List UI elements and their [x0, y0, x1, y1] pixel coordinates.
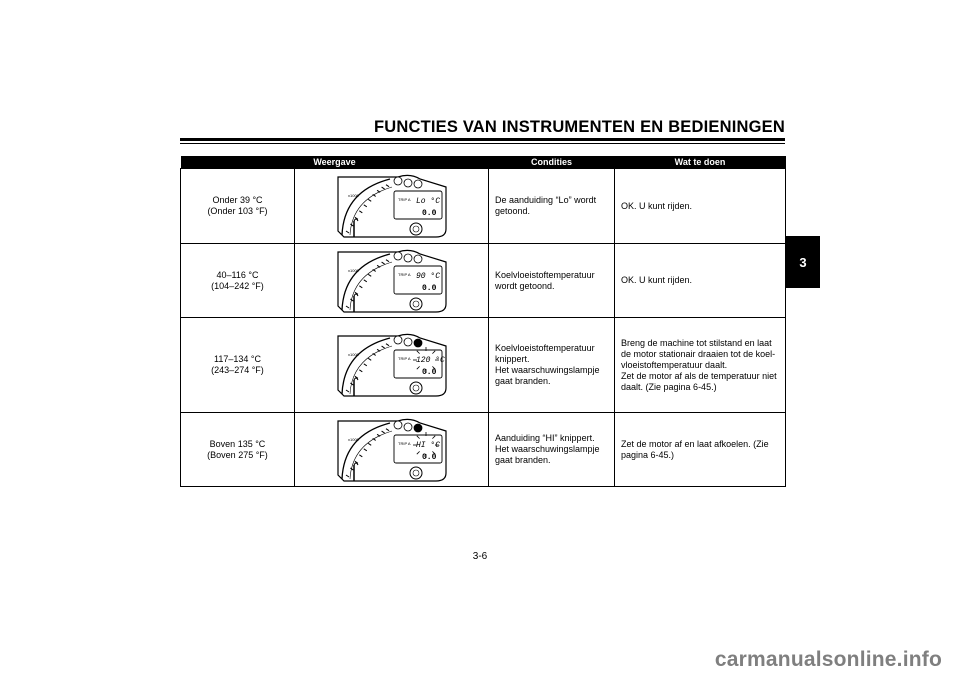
instrument-cluster-illustration — [336, 415, 448, 485]
condition-line: Het waarschuwingslampje — [495, 444, 600, 454]
table-row — [181, 169, 786, 244]
temperature-celsius: Boven 135 °C — [209, 438, 266, 449]
svg-text:HI °C: HI °C — [415, 440, 440, 450]
condition-line: gaat branden. — [495, 376, 551, 386]
svg-text:TRIP A: TRIP A — [397, 197, 411, 202]
temperature-fahrenheit: (243–274 °F) — [211, 365, 264, 375]
table-header-row — [181, 156, 786, 169]
instrument-cluster-illustration — [336, 171, 448, 241]
svg-text:TRIP A: TRIP A — [397, 440, 411, 446]
svg-text:90 °C: 90 °C — [415, 271, 440, 281]
table-row — [181, 318, 786, 413]
condition-cell — [489, 169, 615, 244]
action-line: pagina 6-45.) — [621, 449, 675, 460]
condition-line: knippert. — [495, 354, 530, 364]
temperature-celsius: 40–116 °C — [216, 269, 259, 280]
action-line: OK. U kunt rijden. — [621, 200, 693, 211]
condition-line: getoond. — [495, 206, 531, 216]
svg-text:x1000: x1000 — [347, 193, 359, 198]
svg-text:0.0: 0.0 — [421, 368, 436, 377]
svg-text:Lo °C: Lo °C — [415, 197, 440, 206]
svg-text:x1000: x1000 — [347, 436, 359, 442]
temperature-range-cell — [181, 169, 295, 244]
svg-text:0.0: 0.0 — [421, 209, 436, 218]
condition-line: De aanduiding “Lo” wordt — [495, 195, 597, 205]
svg-text:x1000: x1000 — [347, 352, 359, 357]
svg-text:x1000: x1000 — [347, 267, 359, 273]
page-title: FUNCTIES VAN INSTRUMENTEN EN BEDIENINGEN — [373, 118, 785, 136]
svg-text:TRIP A: TRIP A — [397, 356, 411, 361]
condition-cell — [489, 413, 615, 487]
action-line: Breng de machine tot stilstand en laat — [621, 337, 772, 348]
display-illustration-cell — [295, 169, 489, 244]
instrument-cluster-illustration — [336, 330, 448, 400]
chapter-tab[interactable]: 3 — [786, 236, 820, 288]
svg-text:120 °C: 120 °C — [415, 356, 445, 365]
temperature-range-cell — [181, 318, 295, 413]
condition-cell — [489, 244, 615, 318]
instrument-cluster-illustration — [336, 246, 448, 316]
page-number: 3-6 — [472, 551, 488, 562]
temperature-range-cell — [181, 413, 295, 487]
svg-text:TRIP A: TRIP A — [397, 271, 411, 277]
action-cell — [615, 244, 786, 318]
action-line: OK. U kunt rijden. — [621, 275, 693, 285]
svg-text:0.0: 0.0 — [421, 283, 436, 293]
column-header-condities: Condities — [489, 156, 615, 169]
condition-line: Koelvloeistoftemperatuur — [495, 343, 595, 353]
condition-line: Het waarschuwingslampje — [495, 365, 600, 375]
condition-cell — [489, 318, 615, 413]
condition-line: Aanduiding “HI” knippert. — [495, 433, 595, 443]
table-row — [181, 244, 786, 318]
temperature-fahrenheit: (Boven 275 °F) — [207, 449, 268, 460]
coolant-temperature-table — [180, 156, 786, 487]
temperature-celsius: Onder 39 °C — [212, 195, 263, 205]
condition-line: Koelvloeistoftemperatuur — [495, 269, 595, 280]
action-line: Zet de motor af en laat afkoelen. (Zie — [621, 438, 769, 449]
temperature-celsius: 117–134 °C — [214, 354, 261, 364]
action-line: daalt. (Zie pagina 6-45.) — [621, 381, 717, 392]
table-row — [181, 413, 786, 487]
action-cell — [615, 169, 786, 244]
watermark: carmanualsonline.info — [714, 648, 942, 671]
condition-line: gaat branden. — [495, 455, 551, 465]
title-rule-thin — [180, 143, 785, 144]
action-line: de motor stationair draaien tot de koel- — [621, 348, 776, 359]
action-line: vloeistoftemperatuur daalt. — [621, 359, 728, 370]
svg-text:0.0: 0.0 — [421, 452, 436, 462]
display-illustration-cell — [295, 413, 489, 487]
display-illustration-cell — [295, 318, 489, 413]
temperature-range-cell — [181, 244, 295, 318]
action-cell — [615, 318, 786, 413]
title-rule — [180, 138, 785, 141]
condition-line: wordt getoond. — [495, 280, 555, 291]
display-illustration-cell — [295, 244, 489, 318]
temperature-fahrenheit: (104–242 °F) — [211, 280, 264, 291]
column-header-weergave: Weergave — [181, 156, 489, 169]
temperature-fahrenheit: (Onder 103 °F) — [207, 206, 268, 216]
action-line: Zet de motor af als de temperatuur niet — [621, 370, 777, 381]
action-cell — [615, 413, 786, 487]
column-header-wat-te-doen: Wat te doen — [615, 156, 786, 169]
